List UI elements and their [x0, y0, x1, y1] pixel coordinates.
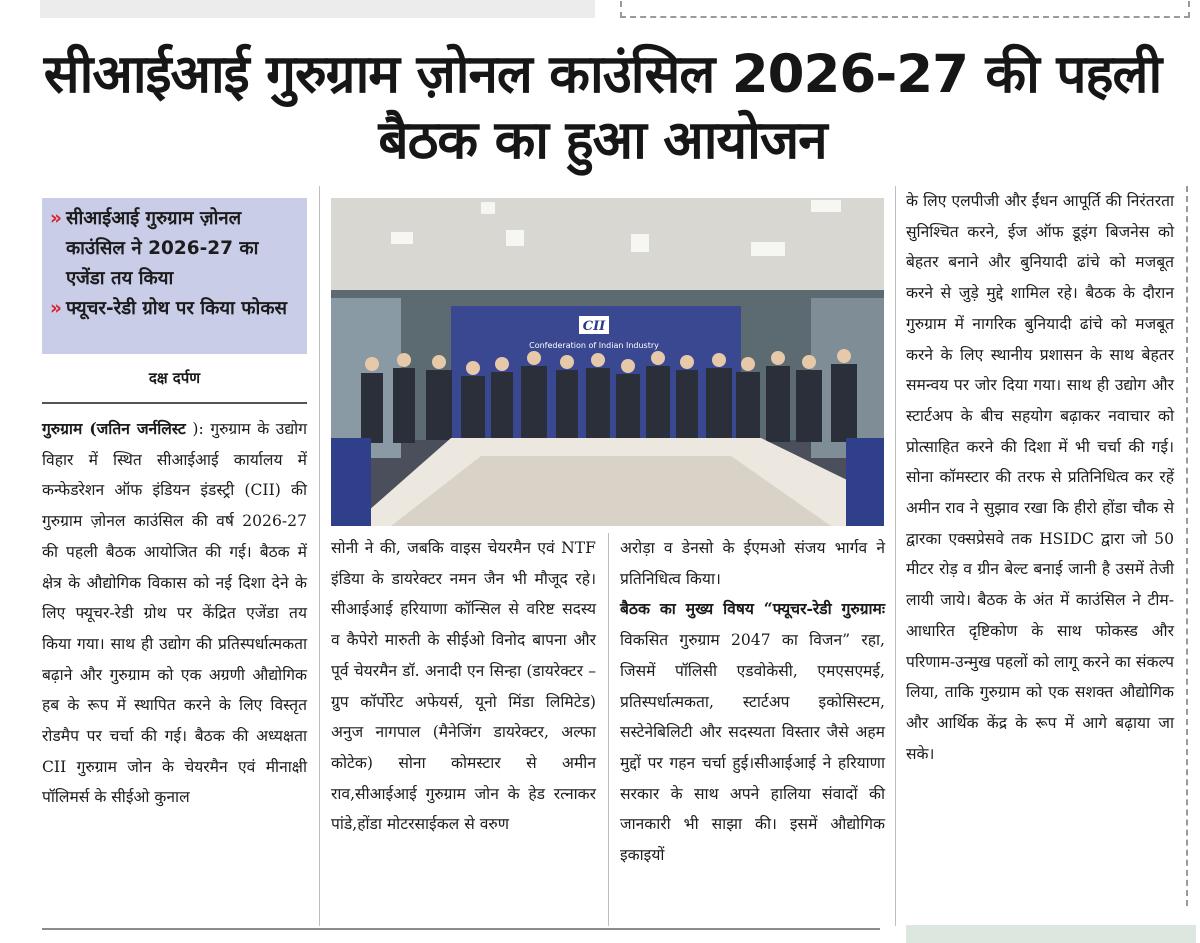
highlight-item: [50, 294, 301, 324]
dateline: गुरुग्राम (जतिन जर्नलिस्ट: [42, 419, 186, 438]
headline: सीआईआई गुरुग्राम ज़ोनल काउंसिल 2026-27 की पहली बैठक का हुआ आयोजन: [43, 44, 1162, 171]
byline-divider: [42, 402, 307, 404]
article-column-4: [906, 186, 1174, 769]
subheading: बैठक का मुख्य विषय “फ्यूचर-रेडी गुरुग्रामः: [620, 599, 885, 619]
meeting-photo: [331, 198, 884, 526]
bottom-border: [42, 928, 880, 930]
banner-text: Confederation of Indian Industry: [529, 341, 659, 350]
article-text: अरोड़ा व डेनसो के ईएमओ संजय भार्गव ने प्रतिनिधित्व किया।: [620, 539, 885, 588]
top-strip-left: [40, 0, 595, 18]
byline: दक्ष दर्पण: [148, 369, 201, 387]
article-text: सोनी ने की, जबकि वाइस चेयरमैन एवं NTF इंडिया के डायरेक्टर नमन जैन भी मौजूद रहे। सीआईआई हरियाणा कॉन्सिल से वरिष्ट सदस्य व कैपेरो मारुती के सीईओ विनोद बापना और पूर्व चेयरमैन डॉ. अनादी एन सिन्हा (डायरेक्टर – ग्रुप कॉर्पोरेट अफेयर्स, यूनो मिंडा लिमिटेड) अनुज नागपाल (मैनेजिंग डायरेक्टर, अल्फा कोटेक) सोना कोमस्टार से अमीन राव,सीआईआई गुरुग्राम जोन के हेड रत्नाकर पांडे,होंडा मोटरसाईकल से वरुण: [331, 539, 596, 834]
double-chevron-icon: »: [50, 298, 62, 319]
highlight-text: फ्यूचर-रेडी ग्रोथ पर किया फोकस: [65, 298, 288, 319]
article-text: ): गुरुग्राम के उद्योग विहार में स्थित सीआईआई कार्यालय में कन्फेडरेशन ऑफ इंडियन इंडस्ट्री (CII) की गुरुग्राम ज़ोनल काउंसिल की वर्ष 2026-27 की पहली बैठक आयोजित की गई। बैठक में क्षेत्र के औद्योगिक विकास को नई दिशा देने के लिए फ्यूचर-रेडी ग्रोथ पर केंद्रित एजेंडा तय किया गया। साथ ही उद्योग की प्रतिस्पर्धात्मकता बढ़ाने और गुरुग्राम को एक अग्रणी औद्योगिक हब के रूप में स्थापित करने के लिए विस्तृत रोडमैप पर चर्चा की गई। बैठक की अध्यक्षता CII गुरुग्राम जोन के चेयरमैन एवं मीनाक्षी पॉलिमर्स के सीईओ कुनाल: [42, 420, 307, 807]
top-dashed-box: [620, 0, 1190, 18]
article-column-2: [331, 533, 596, 840]
double-chevron-icon: »: [50, 208, 62, 229]
article-text: के लिए एलपीजी और ईंधन आपूर्ति की निरंतरता सुनिश्चित करने, ईज ऑफ डूइंग बिजनेस को बेहतर बनाने और बुनियादी ढांचे को मजबूत करने से जुड़े मुद्दे शामिल रहे। बैठक के दौरान गुरुग्राम में नागरिक बुनियादी ढांचे को मजबूत करने के लिए स्थानीय प्रशासन के साथ बेहतर समन्वय पर जोर दिया गया। साथ ही उद्योग और स्टार्टअप के बीच सहयोग बढ़ाकर नवाचार को प्रोत्साहित करने की दिशा में भी चर्चा की गई।सोना कॉमस्टार की तरफ से प्रतिनिधित्व कर रहें अमीन राव ने सुझाव रखा कि हीरो होंडा चौक से द्वारका एक्सप्रेसवे तक HSIDC द्वारा जो 50 मीटर रोड़ व ग्रीन बेल्ट बनाई जानी है उसमें तेजी लायी जाये। बैठक के अंत में काउंसिल ने टीम-आधारित दृष्टिकोण के साथ फोकस्ड और परिणाम-उन्मुख पहलों को लागू करने का संकल्प लिया, ताकि गुरुग्राम को एक सशक्त औद्योगिक और आर्थिक केंद्र के रूप में आगे बढ़ाया जा सके।: [906, 192, 1174, 763]
article-column-1: [42, 414, 307, 813]
column-divider: [608, 533, 609, 926]
highlights-box: [42, 198, 307, 354]
highlight-item: [50, 204, 301, 294]
highlight-text: सीआईआई गुरुग्राम ज़ोनल काउंसिल ने 2026-27 का एजेंडा तय किया: [65, 208, 259, 289]
column-divider: [895, 186, 896, 926]
right-dashed-border: [1186, 186, 1188, 906]
meeting-photo-illustration: [331, 198, 884, 526]
column-divider: [319, 186, 320, 926]
article-text: विकसित गुरुग्राम 2047 का विजन” रहा, जिसमें पॉलिसी एडवोकेसी, एमएसएमई, प्रतिस्पर्धात्मकता, स्टार्टअप इकोसिस्टम, सस्टेनेबिलिटी और सदस्यता विस्तार जैसे अहम मुद्दों पर गहन चर्चा हुई।सीआईआई ने हरियाणा सरकार के साथ अपने हालिया संवादों की जानकारी भी साझा की। इसमें औद्योगिक इकाइयों: [620, 631, 885, 865]
banner-logo: CII: [582, 319, 606, 334]
bottom-right-box: [906, 925, 1196, 943]
article-column-3: [620, 533, 885, 871]
